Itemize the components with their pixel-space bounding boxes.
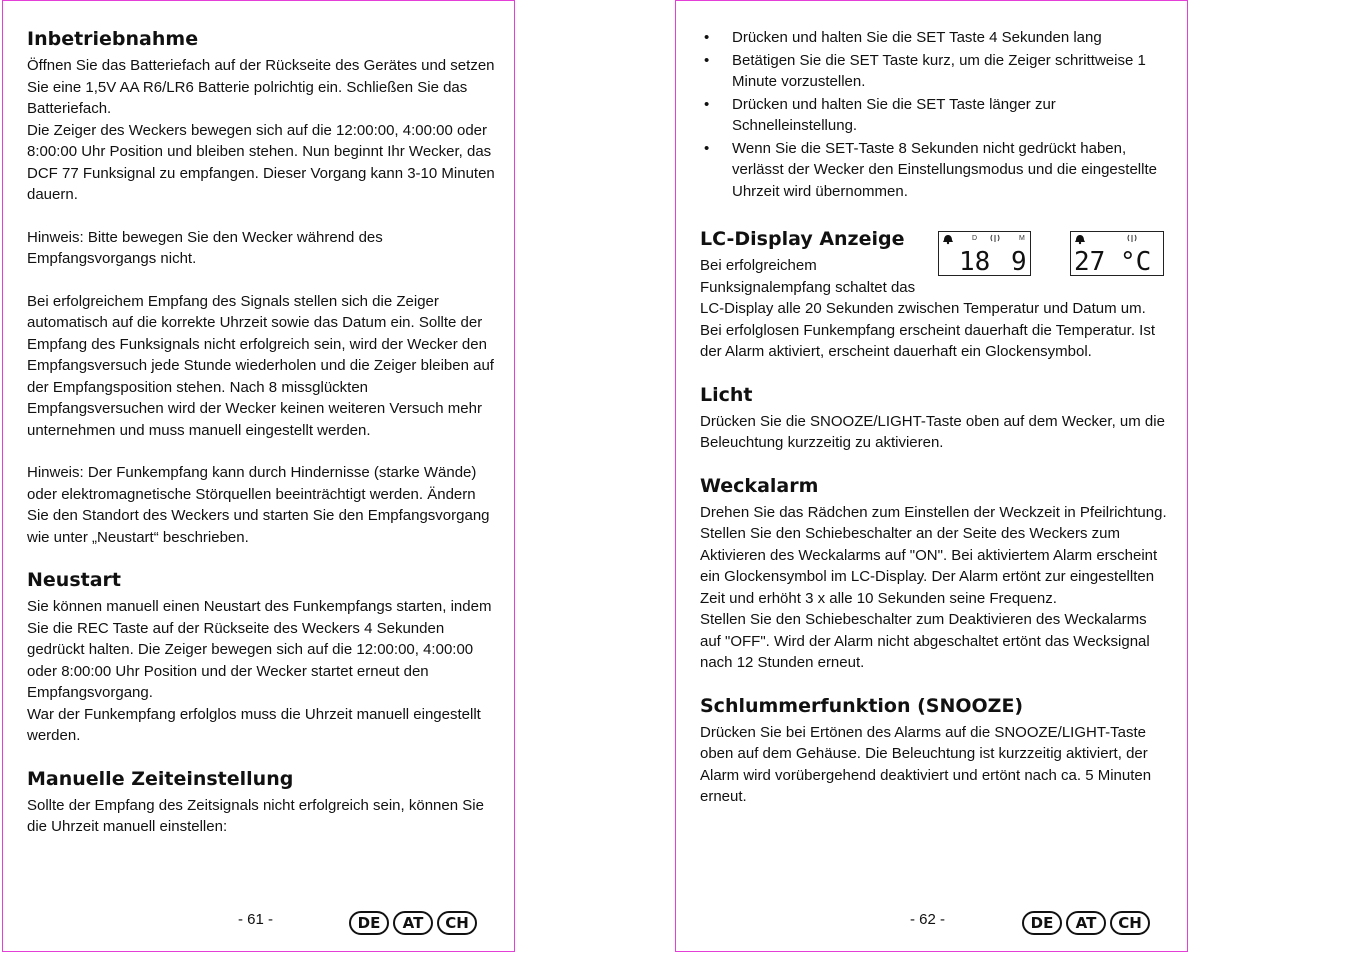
paragraph: Drücken Sie die SNOOZE/LIGHT-Taste oben auf dem Wecker, um die Beleuchtung kurzzeitig zu aktivieren. [700, 412, 1165, 451]
signal-icon [1128, 235, 1136, 242]
page-number: - 61 - [238, 911, 274, 928]
country-badge-de: DE [349, 911, 389, 935]
page-right-content [700, 21, 1168, 808]
page-left [2, 0, 515, 952]
paragraph: Sie können manuell einen Neustart des Funkempfangs starten, indem Sie die REC Taste auf der Rückseite des Weckers 4 Sekunden gedrückt halten. Die Zeiger bewegen sich auf die 12:00:00, 4:00:00 oder 8:00:00 Uhr Position und der Wecker startet erneut den Empfangsvorgang. [27, 598, 492, 701]
section-title-weckalarm: Weckalarm [700, 474, 819, 497]
lcd-label-d: D [972, 235, 978, 242]
country-badge-ch: CH [437, 911, 477, 935]
paragraph: War der Funkempfang erfolglos muss die Uhrzeit manuell eingestellt werden. [27, 705, 481, 744]
section-title-inbetriebnahme: Inbetriebnahme [27, 28, 199, 50]
instruction-list [700, 27, 1168, 202]
lcd-temperature-unit: °C [1120, 247, 1152, 274]
hint-text: Der Funkempfang kann durch Hindernisse (starke Wände) oder elektromagnetische Störquellen beeinträchtigt werden. Ändern Sie den Standort des Weckers und starten Sie den Empfangsvorgang wie unter „Neustart“ beschrieben. [27, 464, 490, 546]
bullet-icon: • [704, 29, 710, 46]
paragraph: Bei erfolgreichem Empfang des Signals stellen sich die Zeiger automatisch auf die korrekte Uhrzeit sowie das Datum ein. Sollte der Empfang des Funksignals nicht erfolgreich sein, wird der Wecker den Empfangsversuch jede Stunde wiederholen und die Zeiger bleiben auf der Empfangsposition stehen. Nach 8 missglückten Empfangsversuchen wird der Wecker keinen weiteren Versuch mehr unternehmen und muss manuell eingestellt werden. [27, 292, 494, 439]
paragraph: Die Zeiger des Weckers bewegen sich auf die 12:00:00, 4:00:00 oder 8:00:00 Uhr Position und bleiben stehen. Nun beginnt Ihr Wecker, das DCF 77 Funksignal zu empfangen. Dieser Vorgang kann 3-10 Minuten dauern. [27, 121, 495, 203]
hint-label: Hinweis: [27, 464, 84, 481]
paragraph: Stellen Sie den Schiebeschalter zum Deaktivieren des Weckalarms auf "OFF". Wird der Alarm nicht abgeschaltet ertönt das Wecksignal nach 12 Stunden erneut. [700, 611, 1150, 671]
paragraph: Bei erfolgreichem Funksignalempfang schaltet das [700, 257, 916, 296]
bullet-icon: • [704, 139, 710, 157]
page-left-content [27, 21, 497, 838]
list-item: • Betätigen Sie die SET Taste kurz, um die Zeiger schrittweise 1 Minute vorzustellen. [704, 51, 1146, 90]
section-title-licht: Licht [700, 383, 753, 406]
section-title-manuelle-zeiteinstellung: Manuelle Zeiteinstellung [27, 767, 294, 790]
paragraph: Drücken Sie bei Ertönen des Alarms auf die SNOOZE/LIGHT-Taste oben auf dem Gehäuse. Die Beleuchtung ist kurzzeitig aktiviert, der Alarm wird vorübergehend deaktiviert und ertönt nach ca. 5 Minuten erneut. [700, 723, 1152, 805]
bell-icon [943, 235, 953, 244]
country-badge-ch: CH [1110, 911, 1150, 935]
lcd-month-digits: 9 [1011, 247, 1027, 274]
lcd-temperature-digits: 27 [1074, 247, 1106, 274]
lcd-section [700, 227, 1168, 298]
paragraph: LC-Display alle 20 Sekunden zwischen Temperatur und Datum um. Bei erfolglosen Funkempfang erscheint dauerhaft die Temperatur. Ist der Alarm aktiviert, erscheint dauerhaft ein Glockensymbol. [700, 300, 1155, 360]
bullet-icon: • [704, 95, 710, 113]
section-title-snooze: Schlummerfunktion (SNOOZE) [700, 694, 1024, 717]
country-badges [1022, 911, 1150, 935]
paragraph: Öffnen Sie das Batteriefach auf der Rückseite des Gerätes und setzen Sie eine 1,5V AA R6/LR6 Batterie polrichtig ein. Schließen Sie das Batteriefach. [27, 57, 495, 117]
page-right [675, 0, 1188, 952]
list-item: • Drücken und halten Sie die SET Taste 4 Sekunden lang [700, 27, 1168, 49]
page-number: - 62 - [910, 911, 946, 928]
paragraph: Drehen Sie das Rädchen zum Einstellen der Weckzeit in Pfeilrichtung. Stellen Sie den Schiebeschalter an der Seite des Weckers zum Aktivieren des Weckalarms auf "ON". Bei aktiviertem Alarm erscheint ein Glockensymbol im LC-Display. Der Alarm ertönt zur eingestellten Zeit und erhöht 3 x alle 10 Sekunden seine Frequenz. [700, 503, 1167, 607]
country-badges [349, 911, 477, 935]
section-title-lc-display: LC-Display Anzeige [700, 228, 905, 250]
lcd-temperature-display [1070, 231, 1164, 276]
lcd-label-m: M [1019, 235, 1025, 242]
list-item: • Drücken und halten Sie die SET Taste länger zur Schnelleinstellung. [704, 95, 1056, 134]
paragraph: Sollte der Empfang des Zeitsignals nicht erfolgreich sein, können Sie die Uhrzeit manuell einstellen: [27, 796, 484, 835]
hint-paragraph [27, 227, 497, 270]
country-badge-at: AT [1066, 911, 1106, 935]
country-badge-de: DE [1022, 911, 1062, 935]
bullet-icon: • [704, 51, 710, 69]
bell-icon [1075, 235, 1085, 244]
lcd-day-digits: 18 [959, 247, 991, 274]
lcd-date-display [938, 231, 1031, 276]
country-badge-at: AT [393, 911, 433, 935]
signal-icon [991, 235, 999, 242]
hint-paragraph [27, 462, 497, 548]
hint-text: Hinweis: Bitte bewegen Sie den Wecker während des Empfangsvorgangs nicht. [27, 228, 383, 267]
section-title-neustart: Neustart [27, 569, 121, 591]
list-item: • Wenn Sie die SET-Taste 8 Sekunden nicht gedrückt haben, verlässt der Wecker den Einstellungsmodus und die eingestellte Uhrzeit wird übernommen. [704, 139, 1157, 200]
